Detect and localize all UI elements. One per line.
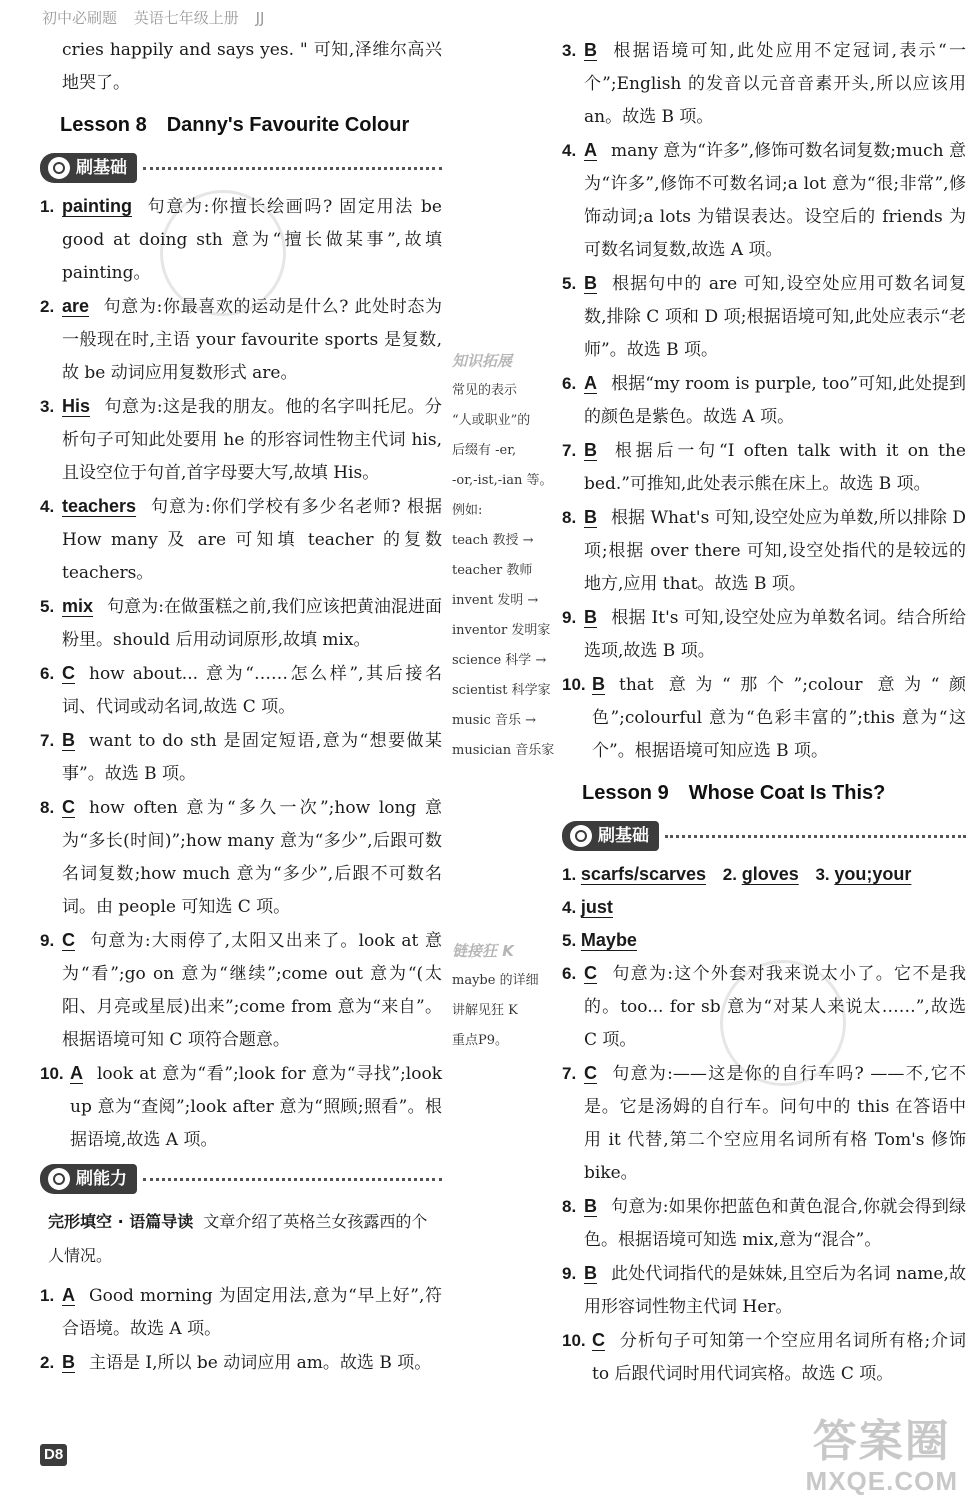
item-answer: B <box>62 1352 75 1372</box>
item-explanation: 根据后一句“I often talk with it on the bed.”可推知,此处表示熊在床上。故选 B 项。 <box>584 441 966 494</box>
short-answers-row: 1. scarfs/scarves 2. gloves 3. you;your <box>562 864 912 884</box>
answer-item <box>40 1057 442 1157</box>
item-explanation: 分析句子可知第一个空应用名词所有格;介词 to 后跟代词时用代词宾格。故选 C 项。 <box>592 1331 966 1384</box>
section-header <box>40 1159 442 1199</box>
item-number: 10. <box>562 675 586 694</box>
answer-item <box>40 924 442 1057</box>
lesson-name: Danny's Favourite Colour <box>166 114 410 136</box>
dotted-divider <box>665 835 966 838</box>
sidebar-line: music 音乐 → <box>452 713 536 728</box>
cloze-text: 文章介绍了英格兰女孩露西的个人情况。 <box>48 1212 428 1265</box>
answer-item <box>40 390 442 490</box>
left-column <box>40 34 442 1380</box>
sidebar-line: 例如: <box>452 503 483 518</box>
sidebar-line: maybe 的详细 <box>452 973 539 988</box>
item-answer: A <box>62 1285 75 1305</box>
item-answer: B <box>584 273 597 293</box>
item-explanation: 根据 What's 可知,设空处应为单数,所以排除 D 项;根据 over there 可知,设空处指代的是较远的地方,应用 that。故选 B 项。 <box>584 508 966 594</box>
item-explanation: 句意为:你擅长绘画吗? 固定用法 be good at doing sth 意为“擅长做某事”,故填 painting。 <box>62 197 442 283</box>
item-answer: are <box>62 296 90 316</box>
item-answer: teachers <box>62 496 137 516</box>
item-number: 9. <box>562 1264 577 1283</box>
answer-item <box>562 1190 966 1257</box>
short-answers-row: 4. just <box>562 897 613 917</box>
answer-item <box>562 134 966 267</box>
answer-item <box>562 501 966 601</box>
item-answer: His <box>62 396 91 416</box>
item-number: 7. <box>562 1064 577 1083</box>
item-number: 5. <box>40 597 55 616</box>
item-number: 4. <box>562 141 577 160</box>
item-explanation: many 意为“许多”,修饰可数名词复数;much 意为“许多”,修饰不可数名词;a lot 意为“很;非常”,修饰动词;a lots 为错误表达。设空后的 friends 为可数名词复数,故选 A 项。 <box>584 141 966 260</box>
item-number: 3. <box>40 397 55 416</box>
subject-name: 英语七年级上册 <box>133 9 239 27</box>
answer-list <box>40 190 442 1157</box>
short-answers-row: 5. Maybe <box>562 930 637 950</box>
sidebar-title: 知识拓展 <box>452 352 513 370</box>
link-sidebar <box>452 936 560 1056</box>
answer-item <box>562 1324 966 1391</box>
section-badge: 刷能力 <box>40 1164 137 1194</box>
item-number: 5. <box>562 274 577 293</box>
item-answer: painting <box>62 196 132 216</box>
answer-item <box>40 1279 442 1346</box>
answer-item <box>40 590 442 657</box>
item-explanation: 句意为:——这是你的自行车吗? ——不,它不是。它是汤姆的自行车。问句中的 this 在答语中用 it 代替,第二个空应用名词所有格 Tom's 修饰 bike。 <box>584 1064 966 1183</box>
item-number: 1. <box>40 197 55 216</box>
answer-item <box>40 290 442 390</box>
item-explanation: 句意为:这是我的朋友。他的名字叫托尼。分析句子可知此处要用 he 的形容词性物主代词 his,且设空位于句首,首字母要大写,故填 His。 <box>62 397 442 483</box>
item-number: 6. <box>562 964 577 983</box>
lesson-number: Lesson 9 <box>582 782 669 804</box>
answer-item <box>562 367 966 434</box>
lesson-name: Whose Coat Is This? <box>688 782 886 804</box>
item-answer: A <box>584 373 597 393</box>
item-number: 7. <box>40 731 55 750</box>
item-answer: C <box>584 1063 597 1083</box>
answer-item <box>562 434 966 501</box>
item-answer: A <box>584 140 597 160</box>
item-explanation: 此处代词指代的是妹妹,且空后为名词 name,故用形容词性物主代词 Her。 <box>584 1264 966 1317</box>
item-number: 2. <box>40 297 55 316</box>
item-explanation: 根据“my room is purple, too”可知,此处提到的颜色是紫色。故选 A 项。 <box>584 374 966 427</box>
item-answer: B <box>584 1196 597 1216</box>
item-number: 3. <box>562 41 577 60</box>
answer-list <box>562 34 966 768</box>
item-explanation: 句意为:在做蛋糕之前,我们应该把黄油混进面粉里。should 后用动词原形,故填 mix。 <box>62 597 442 650</box>
brush-icon <box>48 157 70 179</box>
item-number: 4. <box>40 497 55 516</box>
answer-item <box>562 267 966 367</box>
item-number: 2. <box>40 1353 55 1372</box>
knowledge-sidebar <box>452 346 560 766</box>
item-answer: B <box>584 1263 597 1283</box>
item-explanation: 句意为:你最喜欢的运动是什么? 此处时态为一般现在时,主语 your favourite sports 是复数,故 be 动词应用复数形式 are。 <box>62 297 442 383</box>
brush-icon <box>48 1168 70 1190</box>
cloze-intro <box>48 1205 442 1273</box>
item-explanation: Good morning 为固定用法,意为“早上好”,符合语境。故选 A 项。 <box>62 1286 442 1339</box>
section-header <box>40 148 442 188</box>
page-number: D8 <box>40 1444 67 1466</box>
sidebar-title: 链接狂 K <box>452 942 514 960</box>
item-answer: B <box>584 40 597 60</box>
sidebar-line: science 科学 → <box>452 653 547 668</box>
dotted-divider <box>143 1178 442 1181</box>
item-number: 9. <box>562 608 577 627</box>
answer-item <box>40 724 442 791</box>
sidebar-line: musician 音乐家 <box>452 743 555 758</box>
item-number: 6. <box>40 664 55 683</box>
item-answer: C <box>62 797 75 817</box>
sidebar-line: 常见的表示 <box>452 383 518 398</box>
cloze-label: 完形填空 · 语篇导读 <box>48 1212 194 1231</box>
item-answer: mix <box>62 596 94 616</box>
edition-tag: JJ <box>255 9 265 27</box>
intro-text: cries happily and says yes. " 可知,泽维尔高兴地哭了。 <box>62 40 442 93</box>
sidebar-line: 后缀有 -er, <box>452 443 517 458</box>
dotted-divider <box>143 167 442 170</box>
item-number: 8. <box>562 508 577 527</box>
answer-item <box>562 957 966 1057</box>
book-name: 初中必刷题 <box>42 9 118 27</box>
sidebar-line: -or,-ist,-ian 等。 <box>452 473 553 488</box>
item-explanation: 句意为:你们学校有多少名老师? 根据 How many 及 are 可知填 teacher 的复数 teachers。 <box>62 497 442 583</box>
item-number: 9. <box>40 931 55 950</box>
answer-item <box>562 601 966 668</box>
item-explanation: how often 意为“多久一次”;how long 意为“多长(时间)”;how many 意为“多少”,后跟可数名词复数;how much 意为“多少”,后跟不可数名词。由 people 可知选 C 项。 <box>62 798 442 917</box>
brush-icon <box>570 825 592 847</box>
item-number: 10. <box>40 1064 64 1083</box>
lesson-title <box>582 772 966 814</box>
item-answer: B <box>584 440 597 460</box>
sidebar-line: 重点P9。 <box>452 1033 509 1048</box>
lesson-title <box>60 104 442 146</box>
lesson-number: Lesson 8 <box>60 114 147 136</box>
item-explanation: 根据语境可知,此处应用不定冠词,表示“一个”;English 的发音以元音音素开头,所以应该用 an。故选 B 项。 <box>584 41 966 127</box>
sidebar-line: invent 发明 → <box>452 593 539 608</box>
item-explanation: want to do sth 是固定短语,意为“想要做某事”。故选 B 项。 <box>62 731 442 784</box>
item-answer: C <box>62 663 75 683</box>
item-answer: C <box>592 1330 605 1350</box>
item-number: 10. <box>562 1331 586 1350</box>
answer-item <box>562 1057 966 1190</box>
right-column <box>562 34 966 1391</box>
item-answer: B <box>62 730 75 750</box>
answer-item <box>40 657 442 724</box>
answer-item <box>562 668 966 768</box>
item-explanation: 根据 It's 可知,设空处应为单数名词。结合所给选项,故选 B 项。 <box>584 608 966 661</box>
answer-list <box>40 1279 442 1380</box>
item-explanation: how about... 意为“……怎么样”,其后接名词、代词或动名词,故选 C 项。 <box>62 664 442 717</box>
item-answer: B <box>584 507 597 527</box>
answer-item <box>40 1346 442 1380</box>
item-explanation: 句意为:如果你把蓝色和黄色混合,你就会得到绿色。根据语境可知选 mix,意为“混合”。 <box>584 1197 966 1250</box>
item-explanation: that 意为“那个”;colour 意为“颜色”;colourful 意为“色彩丰富的”;this 意为“这个”。根据语境可知应选 B 项。 <box>592 675 966 761</box>
item-explanation: look at 意为“看”;look for 意为“寻找”;look up 意为“查阅”;look after 意为“照顾;照看”。根据语境,故选 A 项。 <box>70 1064 442 1150</box>
section-badge: 刷基础 <box>40 153 137 183</box>
item-explanation: 根据句中的 are 可知,设空处应用可数名词复数,排除 C 项和 D 项;根据语境可知,此处应表示“老师”。故选 B 项。 <box>584 274 966 360</box>
answer-item <box>562 1257 966 1324</box>
item-number: 6. <box>562 374 577 393</box>
sidebar-line: 讲解见狂 K <box>452 1003 518 1018</box>
item-answer: C <box>62 930 75 950</box>
item-answer: B <box>584 607 597 627</box>
item-answer: C <box>584 963 597 983</box>
section-badge: 刷基础 <box>562 821 659 851</box>
answer-item <box>562 34 966 134</box>
sidebar-line: teacher 教师 <box>452 563 533 578</box>
item-explanation: 句意为:大雨停了,太阳又出来了。look at 意为“看”;go on 意为“继续”;come out 意为“(太阳、月亮或星辰)出来”;come from 意为“来自”。根据语境可知 C 项符合题意。 <box>62 931 442 1050</box>
item-explanation: 句意为:这个外套对我来说太小了。它不是我的。too... for sb 意为“对某人来说太……”,故选 C 项。 <box>584 964 966 1050</box>
sidebar-line: “人或职业”的 <box>452 413 531 428</box>
item-number: 8. <box>40 798 55 817</box>
answer-item <box>40 490 442 590</box>
item-number: 7. <box>562 441 577 460</box>
answer-list <box>562 957 966 1391</box>
item-explanation: 主语是 I,所以 be 动词应用 am。故选 B 项。 <box>89 1353 432 1373</box>
sidebar-line: teach 教授 → <box>452 533 534 548</box>
sidebar-line: scientist 科学家 <box>452 683 551 698</box>
item-answer: A <box>70 1063 83 1083</box>
item-number: 8. <box>562 1197 577 1216</box>
page-header <box>42 6 276 30</box>
section-header <box>562 816 966 856</box>
answer-item <box>40 190 442 290</box>
item-answer: B <box>592 674 605 694</box>
watermark-logo: 答案圈 MXQE.COM <box>805 1417 958 1496</box>
item-number: 1. <box>40 1286 55 1305</box>
answer-item <box>40 791 442 924</box>
sidebar-line: inventor 发明家 <box>452 623 551 638</box>
